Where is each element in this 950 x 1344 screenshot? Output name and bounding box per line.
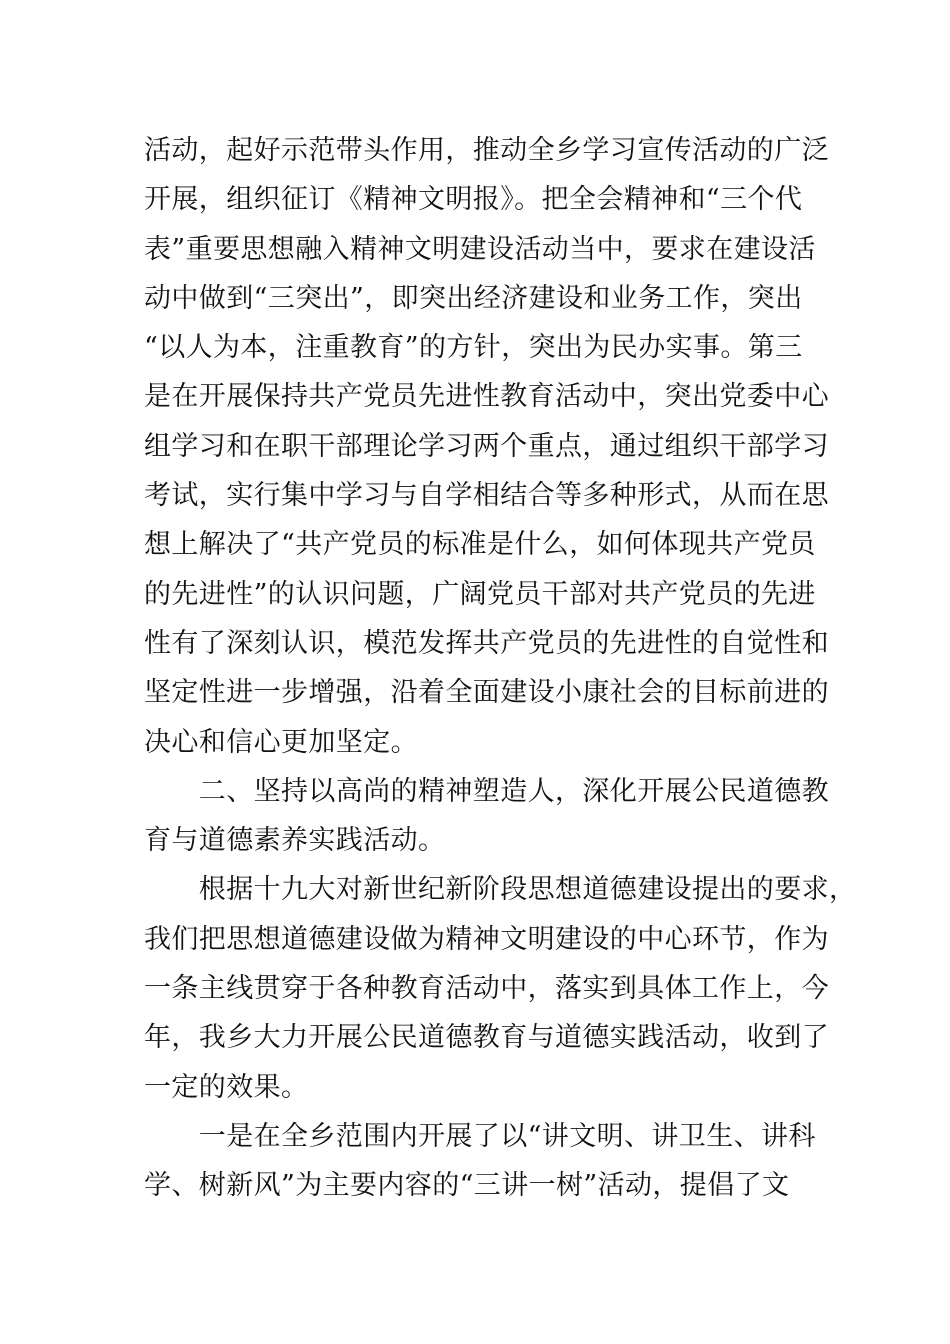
text-line: 想上解决了“共产党员的标准是什么，如何体现共产党员: [144, 529, 816, 561]
body-text: [144, 126, 857, 1211]
text-line: 活动，起好示范带头作用，推动全乡学习宣传活动的广泛: [144, 135, 829, 166]
text-line: 坚定性进一步增强，沿着全面建设小康社会的目标前进的: [144, 677, 829, 709]
text-line: 是在开展保持共产党员先进性教育活动中，突出党委中心: [144, 381, 829, 413]
text-line: 考试，实行集中学习与自学相结合等多种形式，从而在思: [144, 480, 829, 512]
text-line: 年，我乡大力开展公民道德教育与道德实践活动，收到了: [144, 1022, 829, 1054]
text-line: 性有了深刻认识，模范发挥共产党员的先进性的自觉性和: [144, 627, 829, 659]
text-line: 学、树新风”为主要内容的“三讲一树”活动，提倡了文: [144, 1170, 790, 1202]
section-heading-line: 二、坚持以高尚的精神塑造人，深化开展公民道德教: [144, 775, 829, 807]
text-line: 的先进性”的认识问题，广阔党员干部对共产党员的先进: [144, 578, 816, 610]
text-line: 组学习和在职干部理论学习两个重点，通过组织干部学习: [144, 430, 829, 462]
text-line: 开展，组织征订《精神文明报》。把全会精神和“三个代: [144, 184, 803, 216]
text-line: 一定的效果。: [144, 1071, 309, 1103]
text-line: 一条主线贯穿于各种教育活动中，落实到具体工作上，今: [144, 973, 829, 1005]
text-line: 表”重要思想融入精神文明建设活动当中，要求在建设活: [144, 233, 816, 265]
text-line: 一是在全乡范围内开展了以“讲文明、讲卫生、讲科: [144, 1120, 816, 1152]
text-line: 我们把思想道德建设做为精神文明建设的中心环节，作为: [144, 923, 829, 955]
section-heading-line: 育与道德素养实践活动。: [144, 825, 446, 857]
text-line: 动中做到“三突出”，即突出经济建设和业务工作，突出: [144, 282, 803, 314]
text-line: 决心和信心更加坚定。: [144, 726, 418, 758]
text-line: “以人为本，注重教育”的方针，突出为民办实事。第三: [144, 332, 803, 364]
text-line: 根据十九大对新世纪新阶段思想道德建设提出的要求，: [144, 874, 857, 906]
